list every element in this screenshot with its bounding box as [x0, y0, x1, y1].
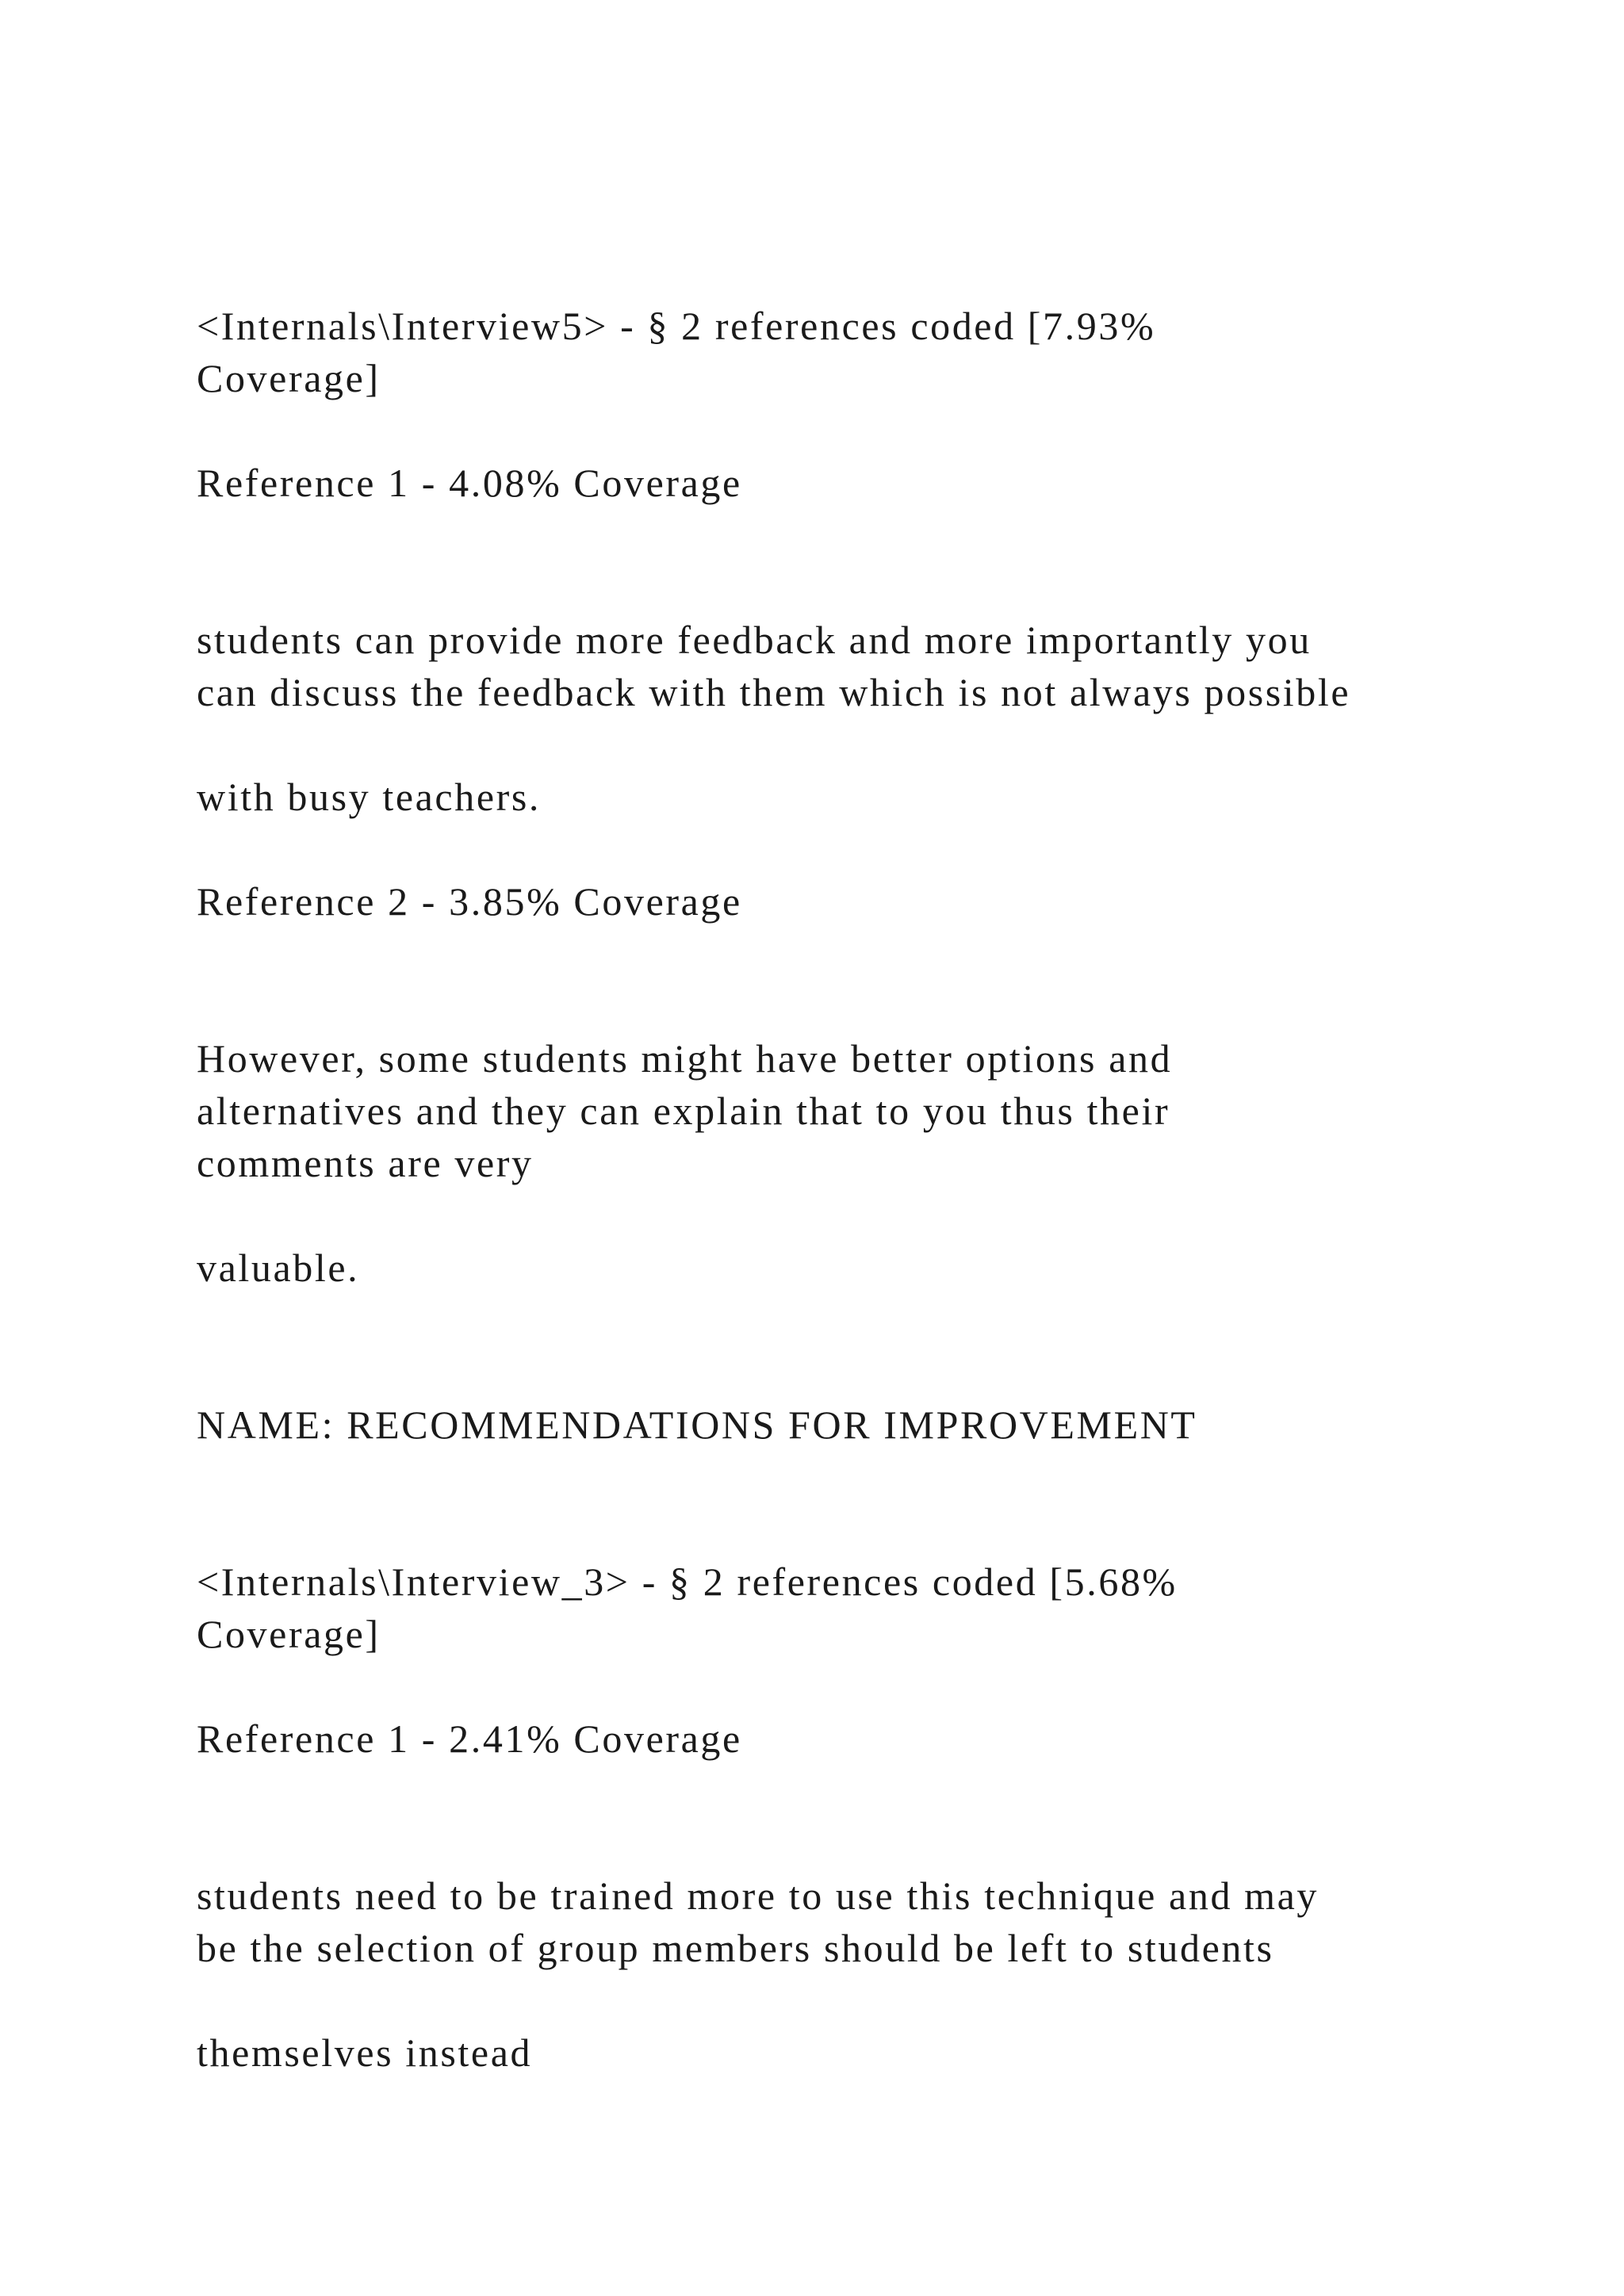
reference-text-line: students can provide more feedback and more importantly you [197, 618, 1312, 662]
reference-text-line: However, some students might have better options and [197, 1036, 1173, 1081]
reference-text-line: comments are very [197, 1141, 534, 1185]
section-name: NAME: RECOMMENDATIONS FOR IMPROVEMENT [197, 1402, 1197, 1447]
source-header-continued: Coverage] [197, 356, 381, 400]
reference-text-line: themselves instead [197, 2030, 533, 2075]
reference-text-line: can discuss the feedback with them which is not always possible [197, 670, 1351, 714]
source-header: <Internals\Interview_3> - § 2 references coded [5.68% [197, 1559, 1178, 1604]
reference-label: Reference 2 - 3.85% Coverage [197, 879, 742, 924]
reference-text-line: students need to be trained more to use this technique and may [197, 1873, 1320, 1918]
reference-text-line: with busy teachers. [197, 775, 542, 819]
reference-text-line: be the selection of group members should be left to students [197, 1926, 1274, 1970]
source-header-continued: Coverage] [197, 1612, 381, 1656]
reference-label: Reference 1 - 2.41% Coverage [197, 1716, 742, 1761]
reference-label: Reference 1 - 4.08% Coverage [197, 461, 742, 505]
source-header: <Internals\Interview5> - § 2 references coded [7.93% [197, 304, 1156, 348]
reference-text-line: valuable. [197, 1246, 360, 1290]
reference-text-line: alternatives and they can explain that to you thus their [197, 1089, 1170, 1133]
